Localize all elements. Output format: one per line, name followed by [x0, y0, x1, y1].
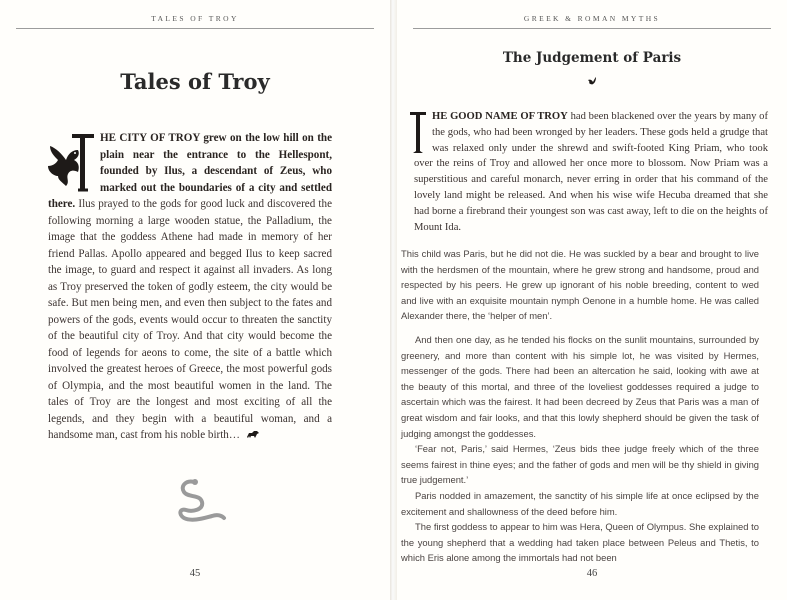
right-page — [397, 0, 787, 600]
header-rule-right — [413, 28, 771, 29]
chapter-body — [48, 130, 332, 444]
section-body — [401, 246, 759, 566]
chapter-title: Tales of Troy — [120, 69, 270, 94]
paragraph: Paris nodded in amazement, the sanctity of his simple life at once eclipsed by the excitement and shallowness of the deed before him. — [401, 489, 759, 517]
paragraph: ‘Fear not, Paris,’ said Hermes, ‘Zeus bids thee judge freely which of the three seems fairest in thine eyes; and the father of gods and men will be thy shield in giving true judgement.’ — [401, 443, 759, 486]
eagle-dropcap-icon — [44, 132, 94, 192]
page-number-left: 45 — [189, 568, 201, 579]
header-rule-left — [16, 28, 374, 29]
running-head-right: GREEK & ROMAN MYTHS — [523, 14, 661, 23]
snake-ornament-icon — [174, 476, 228, 524]
left-page — [0, 0, 390, 600]
paragraph: This child was Paris, but he did not die. He was suckled by a bear and brought to live with the herdsmen of the mountain, where he grew strong and handsome, proud and respected by his peers. He grew up ignorant of his noble breeding, content to wed and live with an exquisite mountain nymph Oenone in a humble home. He was called Alexander there, the ‘helper of men’. — [401, 248, 759, 322]
horse-icon — [246, 430, 260, 439]
chapter-lead: HE CITY OF TROY grew on the low hill on the plain near the entrance to the Hellespont, founded by Ilus, a descendant of Zeus, who marked out the boundaries of a city and settled there. — [48, 132, 332, 210]
page-number-right: 46 — [586, 568, 598, 579]
section-title: The Judgement of Paris — [502, 50, 682, 66]
paragraph: And then one day, as he tended his flocks on the sunlit mountains, surrounded by greenery, and more than content with his simple lot, he was visited by Hermes, messenger of the gods. There had been an altercation he said, looking with awe at the beauty of this mortal, and three of the loveliest goddesses required a judge to ascertain which was the fairest. It had been decreed by Zeus that Paris was a man of great wisdom and fair looks, and that this lowly shepherd should be given the task of judging amongst the goddesses. — [401, 333, 759, 439]
t-dropcap-icon — [408, 109, 428, 155]
bird-ornament-icon — [587, 76, 597, 86]
intro-lead: HE GOOD NAME OF TROY — [432, 111, 568, 122]
chapter-text: Ilus prayed to the gods for good luck and discovered the following morning a large wooden statue, the Palladium, the image that the goddess Athene had made in memory of her friend Pallas. Apollo appeared and begged Ilus to keep sacred the image, to guard and respect it against all invaders. As long as Troy preserved the token of godly esteem, the city would be safe. But men being men, and even then subject to the fates and powers of the gods, events would occur to threaten the sanctity of the beautiful city of Troy. And that city would become the food of legends for aeons to come, the site of a battle which involved the greatest heroes of Greece, the most powerful gods of Olympia, and the most beautiful women in the land. The tales of Troy are the longest and most exciting of all the legends, and they begin with a beautiful woman, and a handsome man, cast from his noble birth… — [48, 198, 332, 441]
intro-text: had been blackened over the years by many of the gods, who had been wronged by her leaders. These gods held a grudge that was relaxed only under the shrewd and swift-footed King Priam, who took over the reins of Troy and allowed her once more to blossom. Now Priam was a superstitious and careful monarch, never erring in order that his command of the lovely land might be released. And when his wise wife Hecuba dreamed that she had borne a firebrand their youngest son was cast away, left to die on the heights of Mount Ida. — [414, 111, 768, 233]
section-intro — [414, 109, 768, 235]
paragraph: The first goddess to appear to him was Hera, Queen of Olympus. She explained to the young shepherd that a wedding had taken place between Peleus and Thetis, to which Eris alone among the immortals had not been — [401, 521, 759, 564]
running-head-left: TALES OF TROY — [151, 14, 239, 23]
book-gutter — [390, 0, 397, 600]
